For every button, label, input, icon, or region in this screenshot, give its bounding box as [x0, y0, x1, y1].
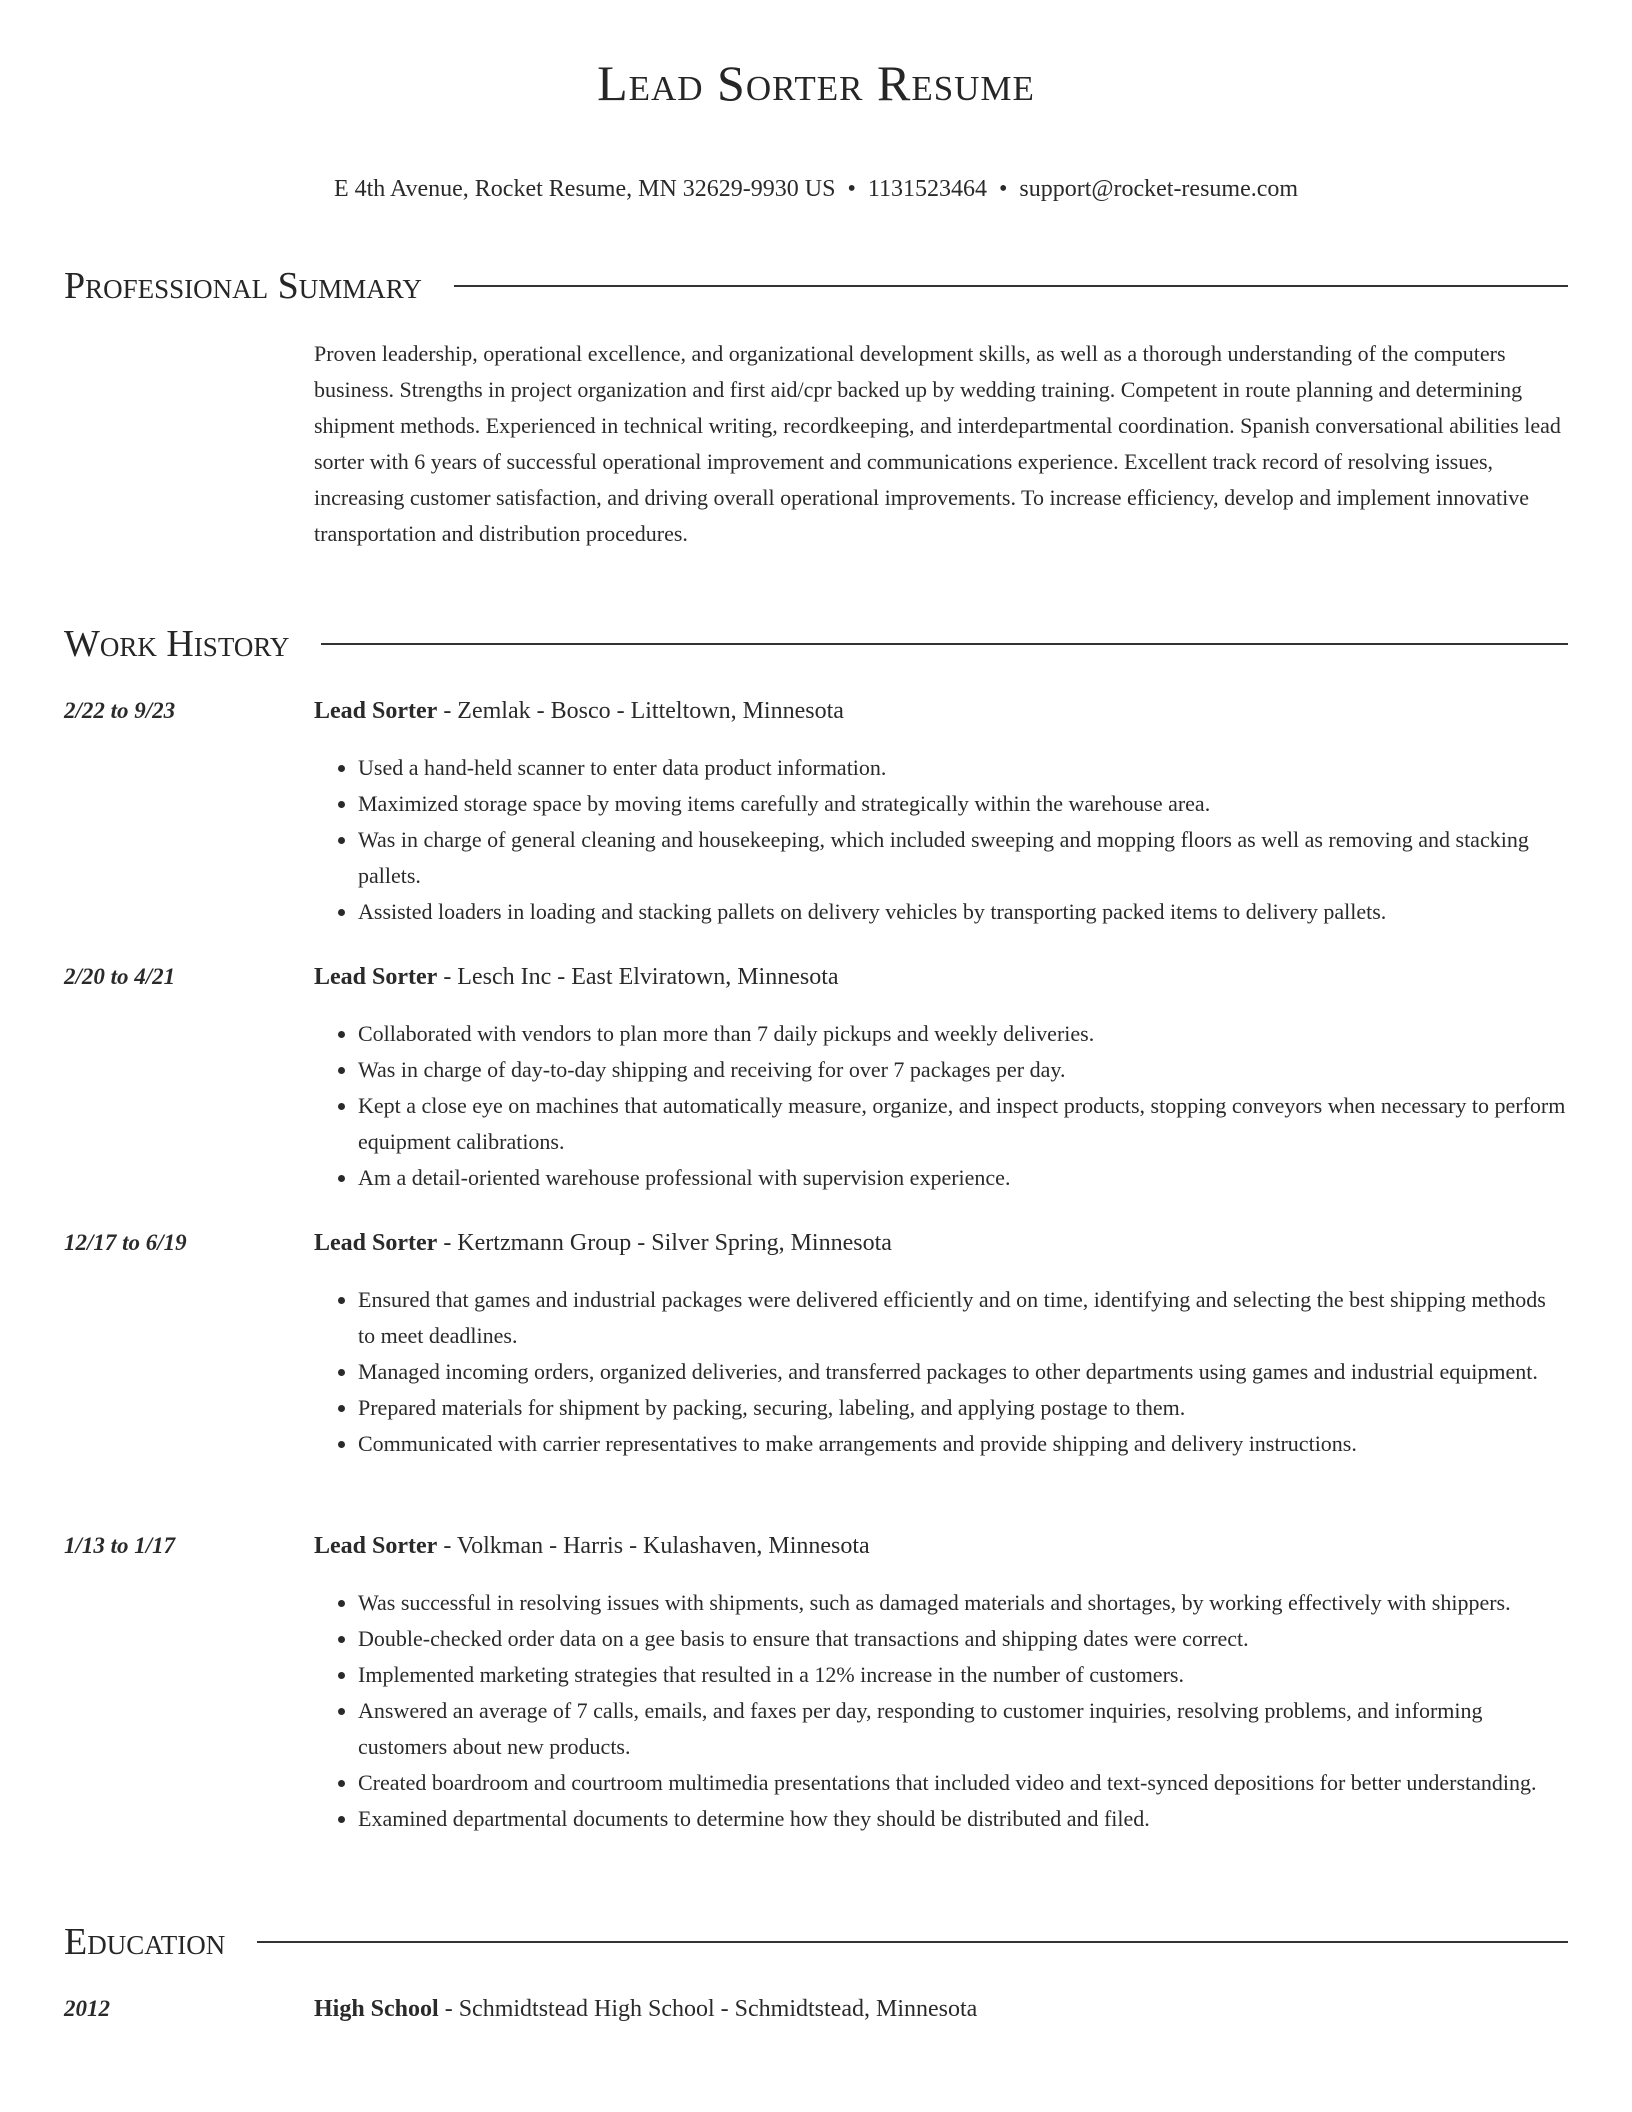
job-title: Lead Sorter — [314, 698, 438, 724]
contact-phone: 1131523464 — [867, 176, 987, 202]
summary-text: Proven leadership, operational excellence, and organizational development skills, as well as a thorough understanding of the computers business. Strengths in project organization and first aid/cpr backed up by wedding training. Competent in route planning and determining shipment methods. Experienced in technical writing, recordkeeping, and interdepartmental coordination. Spanish conversational abilities lead sorter with 6 years of successful operational improvement and communications experience. Excellent track record of resolving issues, increasing customer satisfaction, and driving overall operational improvements. To increase efficiency, develop and implement innovative transportation and distribution procedures. — [314, 341, 1561, 546]
job-title: Lead Sorter — [314, 1533, 438, 1559]
job-dates: 2/22 to 9/23 — [64, 698, 176, 723]
job-employer: - Volkman - Harris - Kulashaven, Minnesota — [437, 1533, 870, 1559]
job-bullet: • Ensured that games and industrial packages were delivered efficiently and on time, identifying and selecting the best shipping methods to meet deadlines. — [358, 1282, 1568, 1354]
job-employer: - Lesch Inc - East Elviratown, Minnesota — [437, 964, 839, 990]
education-degree: High School — [314, 1996, 439, 2022]
section-divider — [454, 285, 1568, 287]
job-bullet: • Managed incoming orders, organized deliveries, and transferred packages to other departments using games and industrial equipment. — [358, 1354, 1568, 1390]
job-bullets — [314, 1282, 1568, 1462]
job-bullet: • Examined departmental documents to determine how they should be distributed and filed. — [358, 1801, 1568, 1837]
job-heading — [314, 1533, 870, 1560]
job-heading — [314, 698, 844, 725]
job-bullet: • Created boardroom and courtroom multimedia presentations that included video and text-synced depositions for better understanding. — [358, 1765, 1568, 1801]
job-dates: 12/17 to 6/19 — [64, 1230, 187, 1255]
section-divider — [257, 1941, 1568, 1943]
section-title-education: Education — [64, 1921, 226, 1963]
job-employer: - Zemlak - Bosco - Litteltown, Minnesota — [437, 698, 844, 724]
section-title-work-history: Work History — [64, 623, 290, 665]
job-bullets — [314, 750, 1568, 930]
section-divider — [321, 643, 1568, 645]
job-bullet: • Used a hand-held scanner to enter data product information. — [358, 750, 1568, 786]
job-heading — [314, 1230, 892, 1257]
contact-separator: • — [998, 176, 1008, 202]
job-dates: 1/13 to 1/17 — [64, 1533, 176, 1558]
job-bullet: • Was successful in resolving issues with shipments, such as damaged materials and shortages, by working effectively with shippers. — [358, 1585, 1568, 1621]
contact-address: E 4th Avenue, Rocket Resume, MN 32629-9930 US — [333, 176, 836, 202]
job-bullet: • Answered an average of 7 calls, emails, and faxes per day, responding to customer inquiries, resolving problems, and informing customers about new products. — [358, 1693, 1568, 1765]
job-bullet: • Assisted loaders in loading and stacking pallets on delivery vehicles by transporting packed items to delivery pallets. — [358, 894, 1568, 930]
contact-separator: • — [847, 176, 856, 202]
job-bullet: • Communicated with carrier representatives to make arrangements and provide shipping and delivery instructions. — [358, 1426, 1568, 1462]
section-header-work-history — [64, 614, 1568, 674]
education-dates: 2012 — [64, 1996, 110, 2021]
job-bullet: • Implemented marketing strategies that resulted in a 12% increase in the number of customers. — [358, 1657, 1568, 1693]
job-bullet: • Double-checked order data on a gee basis to ensure that transactions and shipping dates were correct. — [358, 1621, 1568, 1657]
job-bullet: • Collaborated with vendors to plan more than 7 daily pickups and weekly deliveries. — [358, 1016, 1568, 1052]
education-heading — [314, 1996, 977, 2023]
job-bullets — [314, 1016, 1568, 1196]
resume-title: Lead Sorter Resume — [597, 55, 1035, 111]
job-bullet: • Maximized storage space by moving items carefully and strategically within the warehouse area. — [358, 786, 1568, 822]
job-bullet: • Kept a close eye on machines that automatically measure, organize, and inspect products, stopping conveyors when necessary to perform equipment calibrations. — [358, 1088, 1568, 1160]
job-heading — [314, 964, 839, 991]
education-school: - Schmidtstead High School - Schmidtstead, Minnesota — [438, 1996, 978, 2022]
job-bullet: • Was in charge of general cleaning and housekeeping, which included sweeping and mopping floors as well as removing and stacking pallets. — [358, 822, 1568, 894]
job-bullet: • Prepared materials for shipment by packing, securing, labeling, and applying postage to them. — [358, 1390, 1568, 1426]
job-bullet: • Was in charge of day-to-day shipping and receiving for over 7 packages per day. — [358, 1052, 1568, 1088]
job-bullets — [314, 1585, 1568, 1837]
job-title: Lead Sorter — [314, 964, 438, 990]
contact-email[interactable]: support@rocket-resume.com — [1019, 176, 1299, 202]
job-dates: 2/20 to 4/21 — [64, 964, 176, 989]
job-employer: - Kertzmann Group - Silver Spring, Minnesota — [437, 1230, 892, 1256]
job-bullet: • Am a detail-oriented warehouse professional with supervision experience. — [358, 1160, 1568, 1196]
section-header-summary — [64, 256, 1568, 316]
contact-line — [0, 176, 1632, 203]
section-title-summary: Professional Summary — [64, 265, 422, 307]
job-title: Lead Sorter — [314, 1230, 438, 1256]
section-header-education — [64, 1912, 1568, 1972]
